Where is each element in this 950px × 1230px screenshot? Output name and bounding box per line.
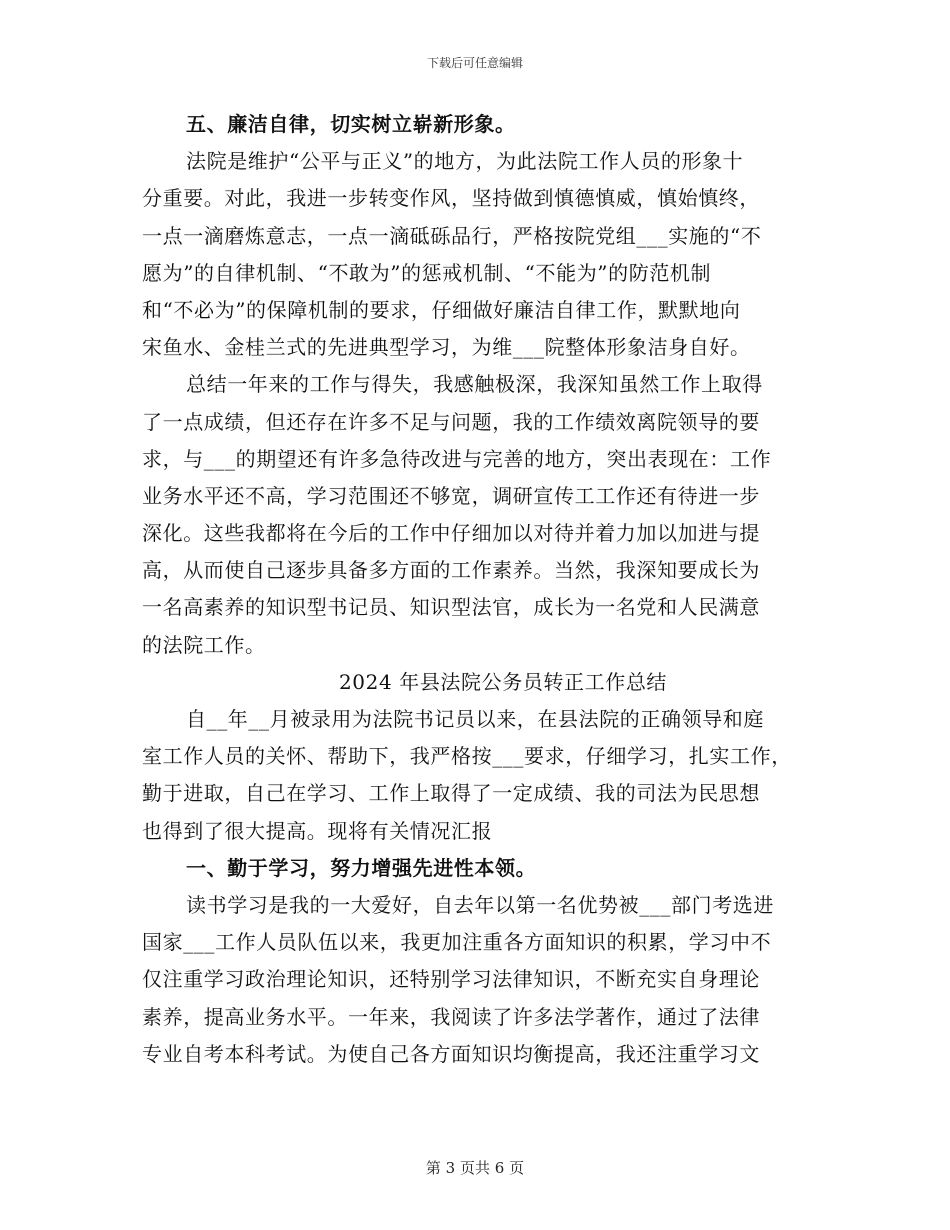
text-line: 读书学习是我的一大爱好，自去年以第一名优势被___部门考选进 [186, 892, 774, 917]
text-line: 仅注重学习政治理论知识，还特别学习法律知识，不断充实自身理论 [142, 967, 760, 992]
text-line: 勤于进取，自己在学习、工作上取得了一定成绩、我的司法为民思想 [142, 781, 760, 806]
text-line: 的法院工作。 [142, 632, 266, 657]
text-line: 业务水平还不高，学习范围还不够宽，调研宣传工工作还有待进一步 [142, 483, 760, 508]
text-line: 法院是维护“公平与正义”的地方，为此法院工作人员的形象十 [186, 149, 744, 174]
document-body [142, 106, 822, 1073]
text-line: 愿为”的自律机制、“不敢为”的惩戒机制、“不能为”的防范机制 [142, 260, 712, 285]
text-line: 总结一年来的工作与得失，我感触极深，我深知虽然工作上取得 [186, 372, 763, 397]
document-title: 2024 年县法院公务员转正工作总结 [338, 669, 668, 694]
text-line: 室工作人员的关怀、帮助下，我严格按___要求，仔细学习，扎实工作， [142, 744, 792, 769]
text-line: 了一点成绩，但还存在许多不足与问题，我的工作绩效离院领导的要 [142, 409, 760, 434]
text-line: 一点一滴磨炼意志，一点一滴砥砾品行，严格按院党组___实施的“不 [142, 223, 762, 248]
text-line: 和“不必为”的保障机制的要求，仔细做好廉洁自律工作，默默地向 [142, 297, 741, 322]
page-footer: 第 3 页共 6 页 [425, 1159, 525, 1177]
text-line: 高，从而使自己逐步具备多方面的工作素养。当然，我深知要成长为 [142, 558, 760, 583]
text-line: 分重要。对此，我进一步转变作风，坚持做到慎德慎威，慎始慎终， [142, 186, 760, 211]
text-line: 自__年__月被录用为法院书记员以来，在县法院的正确领导和庭 [186, 707, 764, 731]
text-line: 也得到了很大提高。现将有关情况汇报 [142, 818, 493, 843]
text-line: 一名高素养的知识型书记员、知识型法官，成长为一名党和人民满意 [142, 595, 760, 620]
text-line: 素养，提高业务水平。一年来，我阅读了许多法学著作，通过了法律 [142, 1004, 760, 1029]
text-line: 深化。这些我都将在今后的工作中仔细加以对待并着力加以加进与提 [142, 521, 760, 546]
page-header: 下载后可任意编辑 [426, 56, 523, 70]
text-line: 宋鱼水、金桂兰式的先进典型学习，为维___院整体形象洁身自好。 [142, 335, 751, 360]
section-heading: 五、廉洁自律，切实树立崭新形象。 [186, 112, 516, 136]
section-heading: 一、勤于学习，努力增强先进性本领。 [186, 855, 537, 880]
text-line: 求，与___的期望还有许多急待改进与完善的地方，突出表现在：工作 [142, 446, 772, 471]
text-line: 专业自考本科考试。为使自己各方面知识均衡提高，我还注重学习文 [142, 1041, 760, 1066]
text-line: 国家___工作人员队伍以来，我更加注重各方面知识的积累，学习中不 [142, 930, 772, 955]
